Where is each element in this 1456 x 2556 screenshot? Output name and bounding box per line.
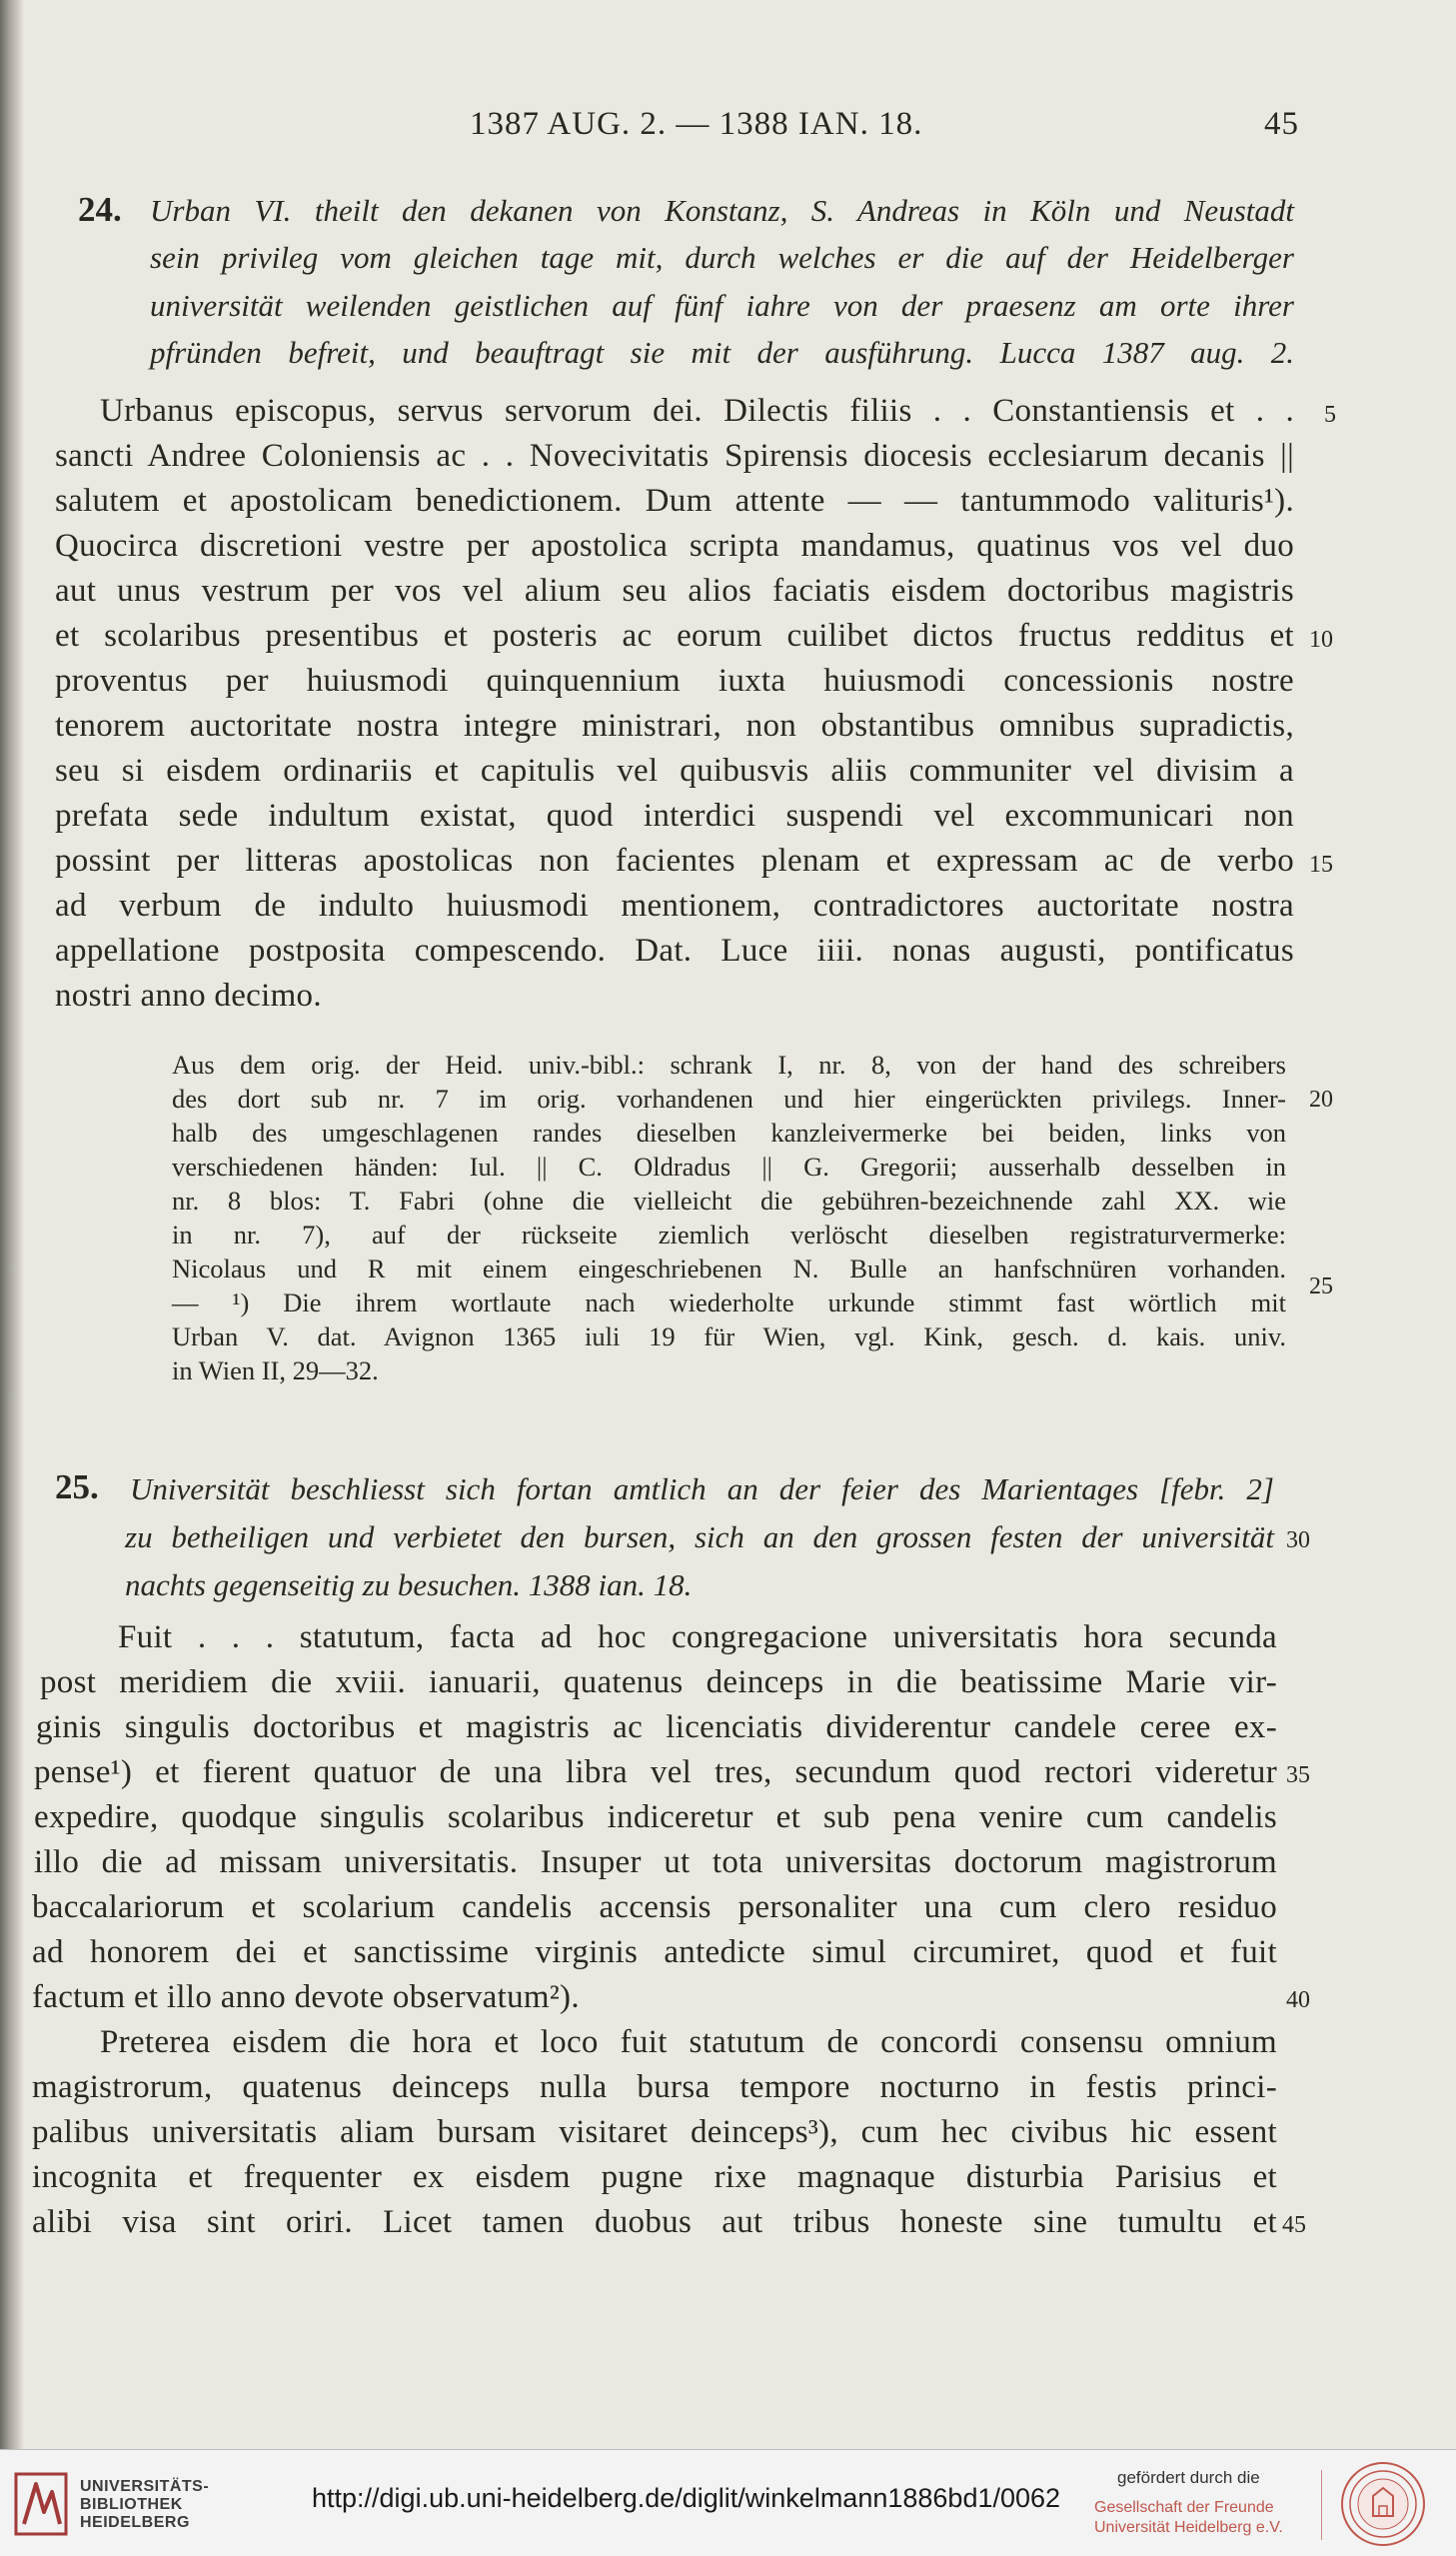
doc24-body-line: aut unus vestrum per vos vel alium seu alios faciatis eisdem doctoribus magistris bbox=[55, 573, 1294, 609]
doc24-note-line: in nr. 7), auf der rückseite ziemlich verlöscht dieselben registraturvermerke: bbox=[172, 1220, 1286, 1250]
doc24-body-line: et scolaribus presentibus et posteris ac eorum cuilibet dictos fructus redditus et bbox=[55, 618, 1294, 654]
doc24-body-line: salutem et apostolicam benedictionem. Dum attente — — tantummodo valituris¹). bbox=[55, 483, 1294, 519]
doc25-title-line: zu betheiligen und verbietet den bursen, sich an den grossen festen der universität bbox=[125, 1519, 1274, 1554]
margin-number: 30 bbox=[1286, 1527, 1310, 1553]
doc24-body-line: appellatione postposita compescendo. Dat. Luce iiii. nonas augusti, pontificatus bbox=[55, 933, 1294, 969]
library-name-line: BIBLIOTHEK bbox=[80, 2496, 183, 2513]
doc24-body-line: seu si eisdem ordinariis et capitulis vel quibusvis aliis communiter vel divisim a bbox=[55, 753, 1294, 789]
margin-number: 5 bbox=[1324, 402, 1336, 428]
doc25-body-line: Preterea eisdem die hora et loco fuit statutum de concordi consensu omnium bbox=[100, 2024, 1277, 2060]
doc25-body-line: ad honorem dei et sanctissime virginis antedicte simul circumiret, quod et fuit bbox=[32, 1934, 1277, 1970]
footer-divider bbox=[1321, 2470, 1322, 2540]
doc24-note-line: Aus dem orig. der Heid. univ.-bibl.: schrank I, nr. 8, von der hand des schreibers bbox=[172, 1050, 1286, 1080]
doc24-body-line: prefata sede indultum existat, quod interdici suspendi vel excommunicari non bbox=[55, 798, 1294, 834]
margin-number: 20 bbox=[1309, 1087, 1333, 1113]
doc25-body-line: incognita et frequenter ex eisdem pugne rixe magnaque disturbia Parisius et bbox=[32, 2159, 1277, 2195]
doc25-body-line: palibus universitatis aliam bursam visitaret deinceps³), cum hec civibus hic essent bbox=[32, 2114, 1277, 2150]
permalink-url[interactable]: http://digi.ub.uni-heidelberg.de/diglit/winkelmann1886bd1/0062 bbox=[312, 2483, 1061, 2513]
society-name bbox=[1094, 2498, 1283, 2538]
library-name-line: UNIVERSITÄTS- bbox=[80, 2478, 210, 2495]
doc25-number: 25. bbox=[55, 1467, 99, 1506]
doc24-title-line: pfründen befreit, und beauftragt sie mit der ausführung. Lucca 1387 aug. 2. bbox=[150, 335, 1294, 370]
doc24-body-line: sancti Andree Coloniensis ac . . Novecivitatis Spirensis diocesis ecclesiarum decanis || bbox=[55, 438, 1294, 474]
running-title: 1387 AUG. 2. — 1388 IAN. 18. bbox=[470, 106, 923, 142]
doc25-body-line: pense¹) et fierent quatuor de una libra vel tres, secundum quod rectori videretur bbox=[34, 1754, 1277, 1790]
margin-number: 10 bbox=[1309, 627, 1333, 653]
doc24-body-line: possint per litteras apostolicas non facientes plenam et expressam ac de verbo bbox=[55, 843, 1294, 879]
society-name-line: Universität Heidelberg e.V. bbox=[1094, 2519, 1283, 2536]
digitization-footer bbox=[0, 2449, 1456, 2556]
ub-heidelberg-logo-icon bbox=[14, 2472, 68, 2536]
doc25-body-line: Fuit . . . statutum, facta ad hoc congregacione universitatis hora secunda bbox=[118, 1619, 1277, 1655]
funded-by-text: gefördert durch die bbox=[1117, 2468, 1260, 2487]
doc24-body-line: ad verbum de indulto huiusmodi mentionem, contradictores auctoritate nostra bbox=[55, 888, 1294, 924]
doc24-note-line: des dort sub nr. 7 im orig. vorhandenen und hier eingerückten privilegs. Inner- bbox=[172, 1084, 1286, 1114]
doc25-body-line: ginis singulis doctoribus et magistris ac licenciatis dividerentur candele ceree ex- bbox=[36, 1709, 1277, 1745]
doc24-note-line: Nicolaus und R mit einem eingeschriebenen N. Bulle an hanfschnüren vorhanden. bbox=[172, 1254, 1286, 1283]
library-name bbox=[80, 2478, 209, 2532]
doc24-body-line: proventus per huiusmodi quinquennium iuxta huiusmodi concessionis nostre bbox=[55, 663, 1294, 699]
doc25-title-line: Universität beschliesst sich fortan amtlich an der feier des Marientages [febr. 2] bbox=[130, 1471, 1274, 1506]
book-spine-shadow bbox=[0, 0, 24, 2449]
doc24-body-line: Quocirca discretioni vestre per apostolica scripta mandamus, quatinus vos vel duo bbox=[55, 528, 1294, 564]
doc24-title-line: sein privileg vom gleichen tage mit, durch welches er die auf der Heidelberger bbox=[150, 240, 1294, 275]
doc24-note-line: halb des umgeschlagenen randes dieselben kanzleivermerke bei beiden, links von bbox=[172, 1118, 1286, 1148]
page-number: 45 bbox=[1264, 106, 1299, 142]
doc24-body-line: tenorem auctoritate nostra integre ministrari, non obstantibus omnibus supradictis, bbox=[55, 708, 1294, 744]
doc24-note-line: nr. 8 blos: T. Fabri (ohne die vielleicht die gebühren-bezeichnende zahl XX. wie bbox=[172, 1186, 1286, 1216]
doc24-note-line: verschiedenen händen: Iul. || C. Oldradus || G. Gregorii; ausserhalb desselben in bbox=[172, 1152, 1286, 1182]
margin-number: 35 bbox=[1286, 1762, 1310, 1788]
doc25-body-line: post meridiem die xviii. ianuarii, quatenus deinceps in die beatissime Marie vir- bbox=[40, 1664, 1277, 1700]
doc24-body-line: nostri anno decimo. bbox=[55, 978, 322, 1014]
doc24-note-line: Urban V. dat. Avignon 1365 iuli 19 für Wien, vgl. Kink, gesch. d. kais. univ. bbox=[172, 1321, 1286, 1351]
margin-number: 25 bbox=[1309, 1274, 1333, 1299]
doc25-body-line: expedire, quodque singulis scolaribus indiceretur et sub pena venire cum candelis bbox=[34, 1799, 1277, 1835]
running-header bbox=[300, 100, 1299, 150]
doc25-body-line: alibi visa sint oriri. Licet tamen duobus aut tribus honeste sine tumultu et bbox=[32, 2204, 1277, 2240]
doc24-body-line: Urbanus episcopus, servus servorum dei. Dilectis filiis . . Constantiensis et . . bbox=[100, 393, 1294, 429]
doc25-body-line: magistrorum, quatenus deinceps nulla bursa tempore nocturno in festis princi- bbox=[32, 2069, 1277, 2105]
society-name-line: Gesellschaft der Freunde bbox=[1094, 2499, 1274, 2516]
doc25-body-line: baccalariorum et scolarium candelis accensis personaliter una cum clero residuo bbox=[32, 1889, 1277, 1925]
university-seal-icon bbox=[1339, 2460, 1427, 2548]
doc24-title-line: universität weilenden geistlichen auf fünf iahre von der praesenz am orte ihrer bbox=[150, 288, 1294, 323]
doc24-note-line: — ¹) Die ihrem wortlaute nach wiederholte urkunde stimmt fast wörtlich mit bbox=[172, 1287, 1286, 1317]
doc24-number: 24. bbox=[78, 190, 122, 229]
margin-number: 45 bbox=[1282, 2212, 1306, 2238]
margin-number: 15 bbox=[1309, 852, 1333, 878]
doc24-title-line: Urban VI. theilt den dekanen von Konstanz, S. Andreas in Köln und Neustadt bbox=[150, 193, 1294, 228]
doc24-note-line: in Wien II, 29—32. bbox=[172, 1355, 379, 1385]
margin-number: 40 bbox=[1286, 1987, 1310, 2013]
library-name-line: HEIDELBERG bbox=[80, 2514, 190, 2531]
doc25-body-line: factum et illo anno devote observatum²). bbox=[32, 1979, 580, 2015]
doc25-title-line: nachts gegenseitig zu besuchen. 1388 ian. 18. bbox=[125, 1567, 693, 1602]
doc25-body-line: illo die ad missam universitatis. Insuper ut tota universitas doctorum magistrorum bbox=[34, 1844, 1277, 1880]
